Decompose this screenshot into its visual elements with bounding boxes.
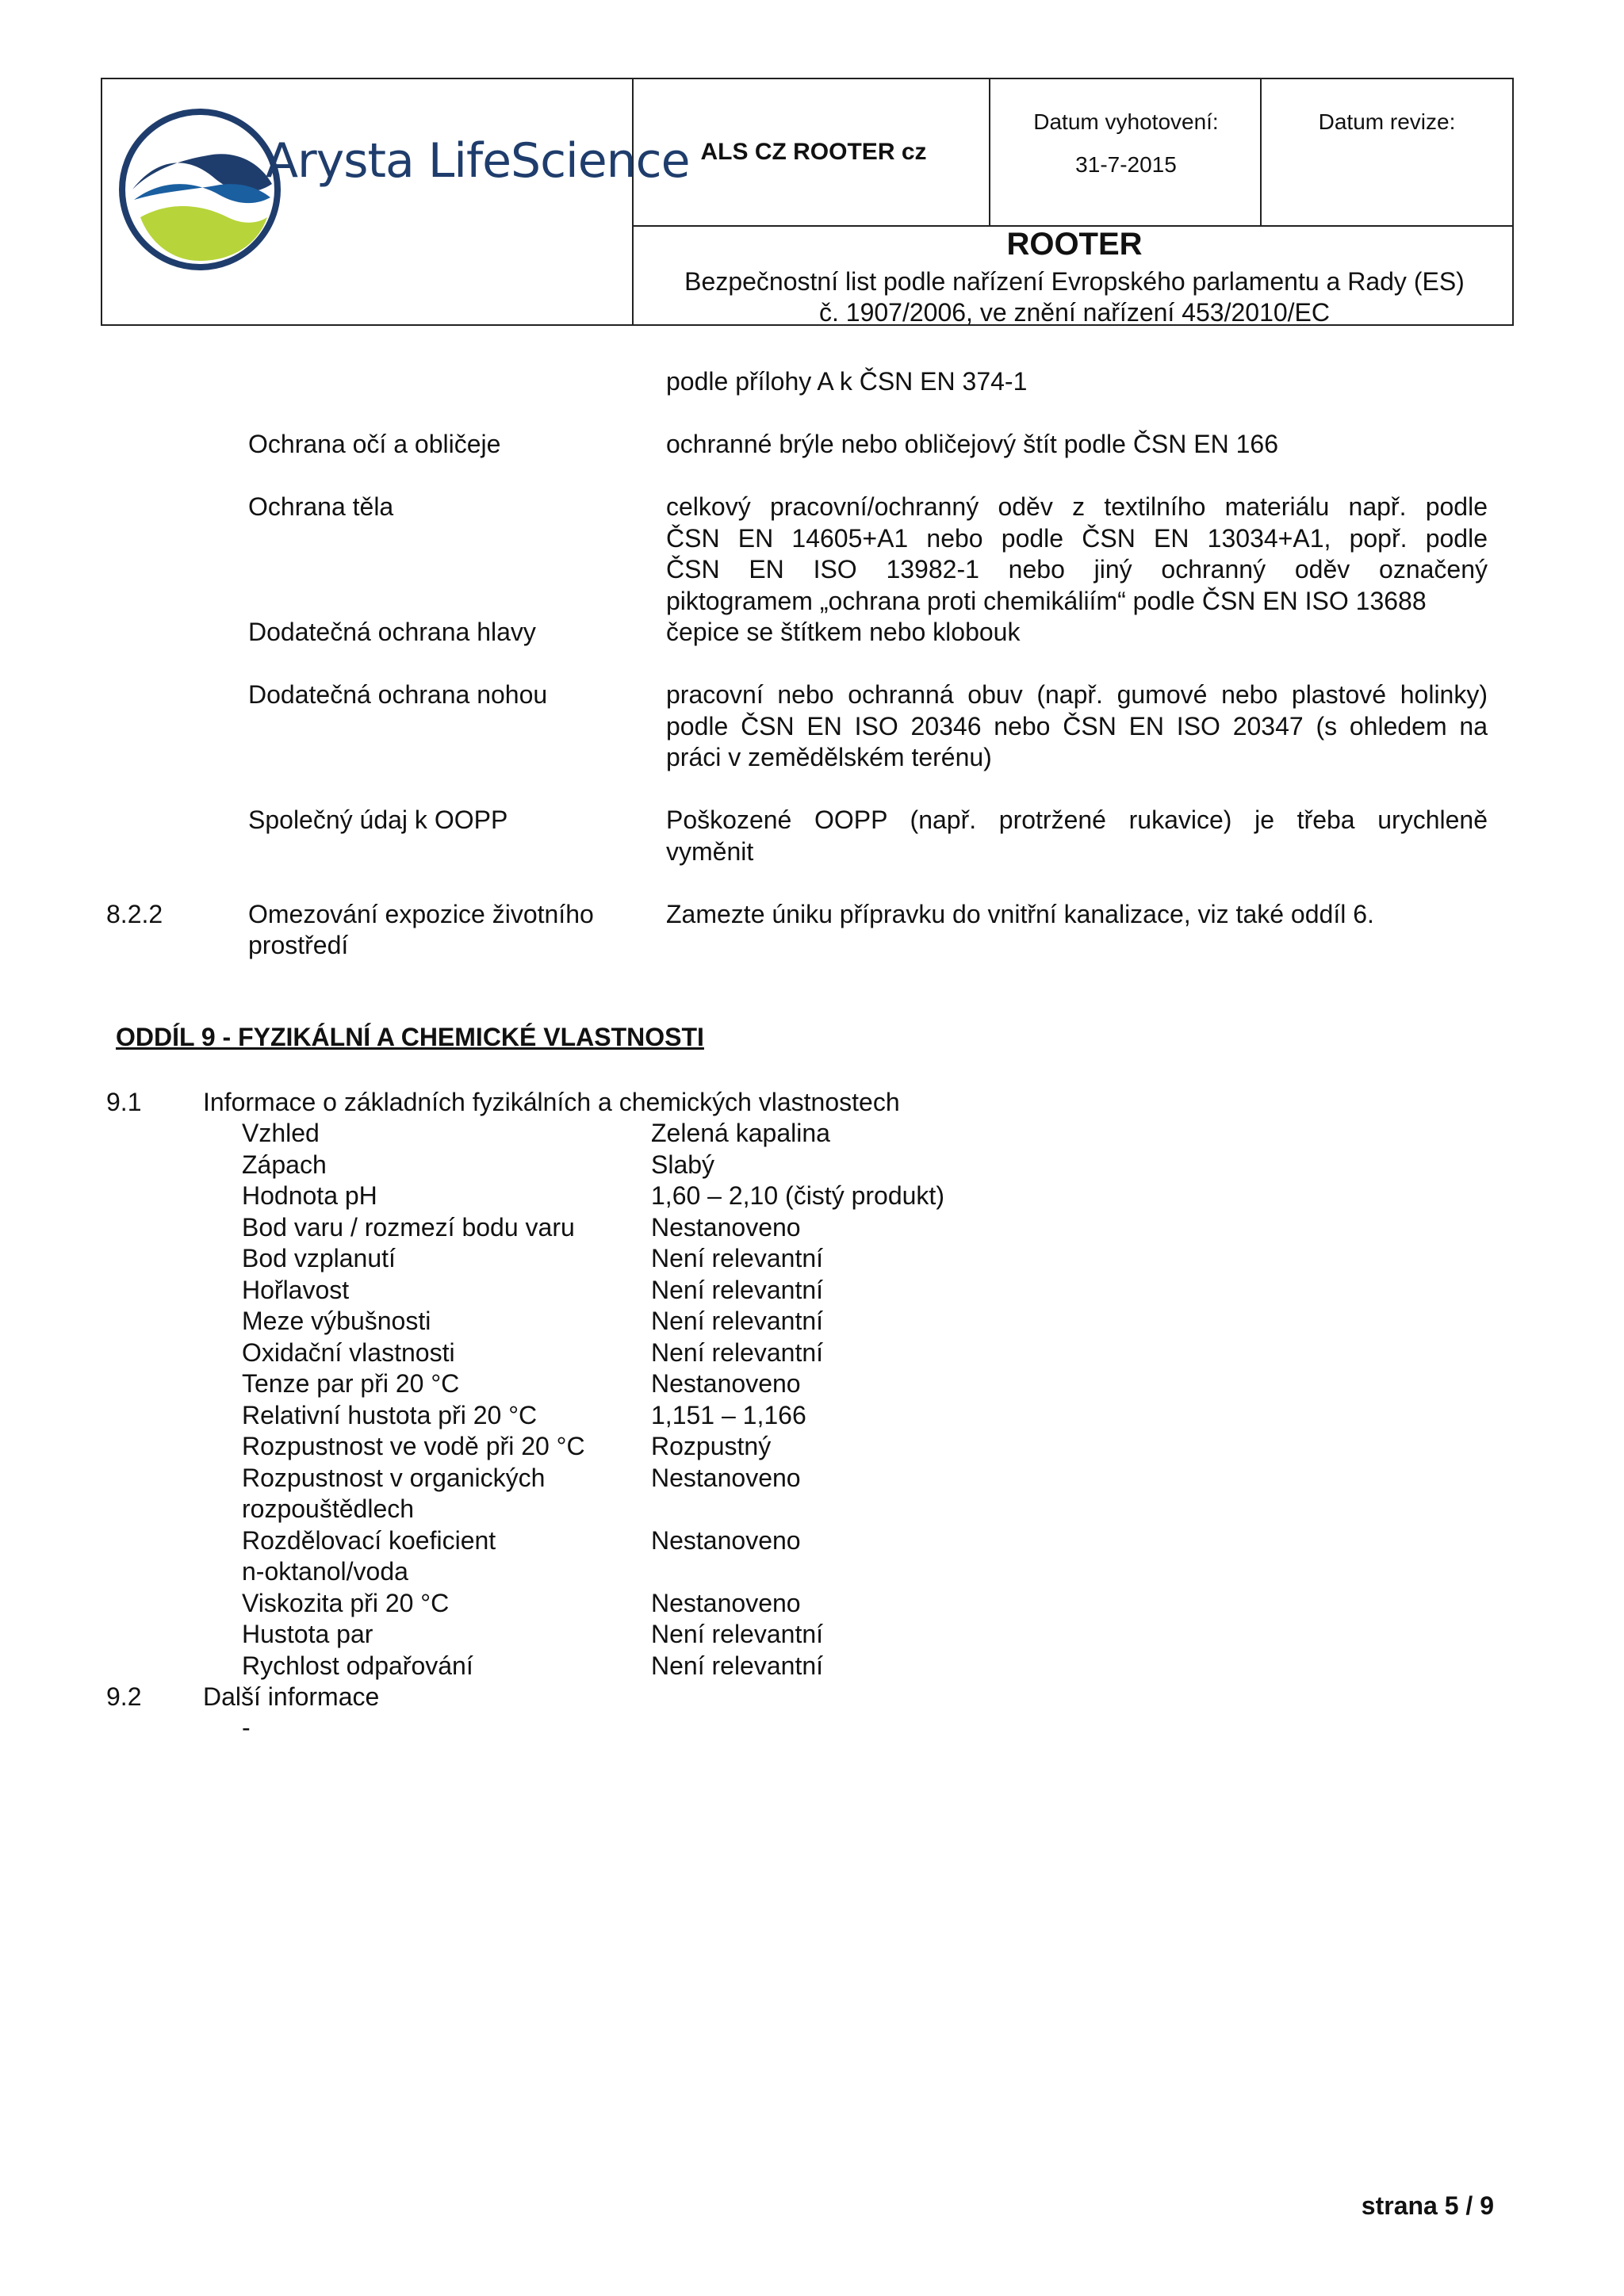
property-label: Rozpustnost v organických [242, 1463, 546, 1492]
property-value: Není relevantní [651, 1244, 824, 1272]
property-row [242, 1494, 944, 1525]
product-code: ALS CZ ROOTER cz [700, 139, 927, 165]
property-label: Vzhled [242, 1119, 320, 1147]
env-number: 8.2.2 [106, 900, 163, 928]
property-label: Meze výbušnosti [242, 1307, 431, 1335]
property-row [242, 1619, 944, 1651]
company-name: Arysta LifeScience [266, 133, 690, 189]
property-row [242, 1181, 944, 1212]
body-label: Ochrana těla [248, 492, 394, 521]
property-label: Bod varu / rozmezí bodu varu [242, 1212, 575, 1242]
property-value: Není relevantní [651, 1337, 824, 1367]
property-label: Rychlost odpařování [242, 1651, 473, 1680]
property-row [242, 1243, 944, 1275]
property-value: Nestanoveno [651, 1212, 801, 1242]
property-row [242, 1651, 944, 1682]
property-row [242, 1463, 944, 1494]
property-row [242, 1556, 944, 1588]
feet-label: Dodatečná ochrana nohou [248, 680, 548, 709]
common-ppe-label: Společný údaj k OOPP [248, 806, 508, 834]
page-number: strana 5 / 9 [1361, 2191, 1494, 2220]
section-9-2-value: - [242, 1713, 251, 1742]
head-value: čepice se štítkem nebo klobouk [666, 618, 1021, 646]
property-row [242, 1525, 944, 1557]
property-value: Nestanoveno [651, 1588, 801, 1617]
eyes-label: Ochrana očí a obličeje [248, 430, 501, 458]
property-label: Rozpustnost ve vodě při 20 °C [242, 1432, 585, 1460]
common-ppe-line: vyměnit [666, 836, 754, 866]
product-name: ROOTER [1006, 227, 1143, 262]
body-value-line: celkový pracovní/ochranný oděv z textilního materiálu např. podle [666, 492, 1488, 521]
property-row [242, 1368, 944, 1400]
head-label: Dodatečná ochrana hlavy [248, 618, 536, 646]
property-row [242, 1588, 944, 1620]
env-label-line-1: Omezování expozice životního [248, 900, 594, 928]
feet-value [666, 679, 1488, 774]
property-value: Není relevantní [651, 1307, 824, 1335]
regulation-line-2: č. 1907/2006, ve znění nařízení 453/2010/EC [818, 298, 1330, 327]
property-value: 1,60 – 2,10 (čistý produkt) [651, 1181, 944, 1210]
product-cell [637, 227, 1512, 327]
body-value-line: ČSN EN 14605+A1 nebo podle ČSN EN 13034+A1, popř. podle [666, 523, 1488, 553]
property-value: Nestanoveno [651, 1463, 801, 1492]
property-row [242, 1306, 944, 1337]
prepared-date-value: 31-7-2015 [1075, 152, 1177, 177]
property-value: Zelená kapalina [651, 1119, 830, 1147]
property-row [242, 1150, 944, 1181]
prepared-date-cell [990, 79, 1262, 225]
section-9-2-title: Další informace [203, 1682, 380, 1711]
body-value-line: ČSN EN ISO 13982-1 nebo jiný ochranný oděv označený [666, 555, 1488, 584]
env-value: Zamezte úniku přípravku do vnitřní kanalizace, viz také oddíl 6. [666, 900, 1374, 928]
feet-value-line: pracovní nebo ochranná obuv (např. gumové nebo plastové holinky) [666, 680, 1488, 709]
property-label: Bod vzplanutí [242, 1244, 396, 1272]
feet-value-line: podle ČSN EN ISO 20346 nebo ČSN EN ISO 20347 (s ohledem na [666, 711, 1488, 740]
property-value: Rozpustný [651, 1432, 772, 1460]
section-9-1-number: 9.1 [106, 1088, 142, 1116]
property-row [242, 1118, 944, 1150]
revision-date-label: Datum revize: [1318, 109, 1456, 134]
common-ppe-line: Poškozené OOPP (např. protržené rukavice) je třeba urychleně [666, 806, 1488, 834]
property-value: Nestanoveno [651, 1525, 801, 1555]
property-label: rozpouštědlech [242, 1494, 415, 1523]
property-label: Hořlavost [242, 1275, 350, 1304]
property-value: Není relevantní [651, 1651, 824, 1680]
property-row [242, 1275, 944, 1307]
property-row [242, 1212, 944, 1244]
property-label: Rozdělovací koeficient [242, 1525, 496, 1555]
property-label: Tenze par při 20 °C [242, 1369, 460, 1398]
property-label: n-oktanol/voda [242, 1557, 408, 1586]
property-row [242, 1400, 944, 1432]
document-header [101, 78, 1514, 326]
property-label: Zápach [242, 1150, 327, 1179]
section-9-title: ODDÍL 9 - FYZIKÁLNÍ A CHEMICKÉ VLASTNOSTI [116, 1023, 704, 1051]
property-label: Relativní hustota při 20 °C [242, 1400, 538, 1429]
arysta-logo-icon [117, 106, 283, 273]
body-value [666, 492, 1488, 617]
section-9-2-number: 9.2 [106, 1682, 142, 1711]
regulation-line-1: Bezpečnostní list podle nařízení Evropského parlamentu a Rady (ES) [684, 267, 1465, 296]
property-row [242, 1431, 944, 1463]
hands-continuation: podle přílohy A k ČSN EN 374-1 [666, 367, 1028, 396]
body-value-line: piktogramem „ochrana proti chemikáliím“ podle ČSN EN ISO 13688 [666, 586, 1427, 615]
revision-date-cell [1262, 79, 1512, 225]
property-value: Není relevantní [651, 1275, 824, 1304]
eyes-value: ochranné brýle nebo obličejový štít podle ČSN EN 166 [666, 430, 1278, 458]
env-label-line-2: prostředí [248, 931, 349, 959]
property-row [242, 1337, 944, 1369]
prepared-date-label: Datum vyhotovení: [1033, 109, 1219, 134]
properties-list [242, 1118, 944, 1682]
property-label: Hodnota pH [242, 1181, 377, 1210]
common-ppe-value [666, 805, 1488, 867]
property-label: Viskozita při 20 °C [242, 1588, 450, 1617]
property-value: 1,151 – 1,166 [651, 1400, 806, 1429]
feet-value-line: práci v zemědělském terénu) [666, 743, 992, 771]
property-label: Oxidační vlastnosti [242, 1337, 455, 1367]
property-label: Hustota par [242, 1620, 373, 1648]
property-value: Není relevantní [651, 1620, 824, 1648]
property-value: Slabý [651, 1150, 715, 1179]
company-logo [102, 79, 690, 324]
property-value: Nestanoveno [651, 1369, 801, 1398]
section-9-1-title: Informace o základních fyzikálních a chemických vlastnostech [203, 1088, 900, 1116]
